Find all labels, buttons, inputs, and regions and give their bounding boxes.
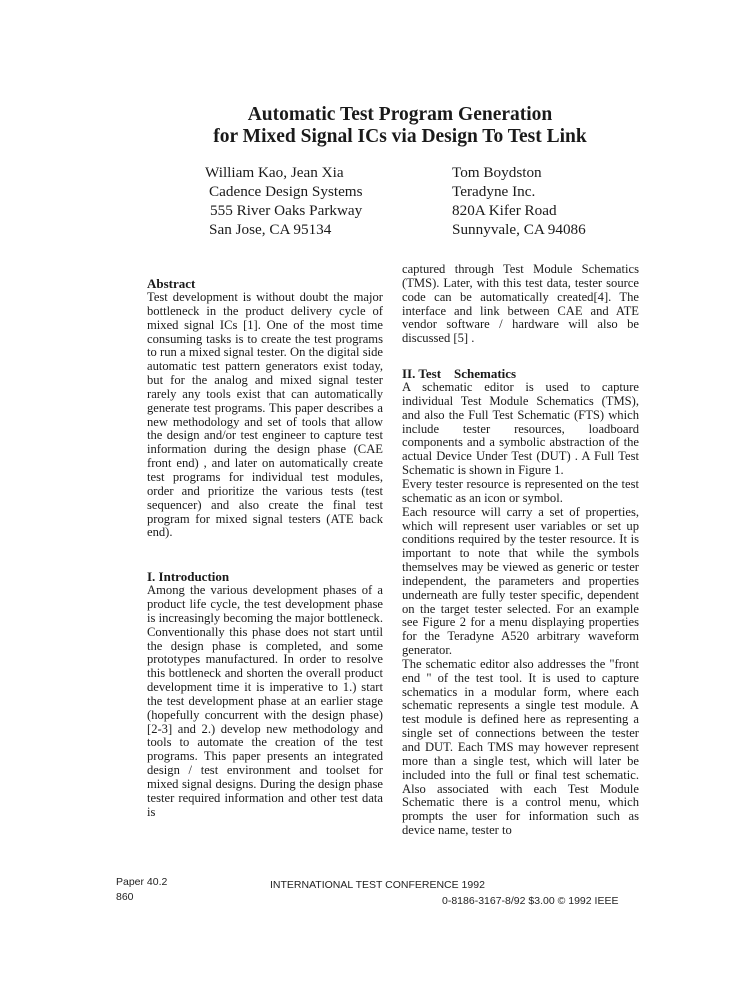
test-schematics-paragraph: Every tester resource is represented on the test schematic as an icon or symbol. xyxy=(402,476,639,505)
footer-isbn-copyright: 0-8186-3167-8/92 $3.00 © 1992 IEEE xyxy=(442,895,619,907)
author-city: San Jose, CA 95134 xyxy=(209,221,332,238)
right-column xyxy=(402,263,639,838)
test-schematics-paragraph: A schematic editor is used to capture individual Test Module Schematics (TMS), and also the Full Test Schematic (FTS) which include tester resources, loadboard components and a symbolic abstraction of the actual Device Under Test (DUT) . A Full Test Schematic is shown in Figure 1. xyxy=(402,380,639,478)
author-affiliation: Teradyne Inc. xyxy=(452,183,536,200)
author-names: William Kao, Jean Xia xyxy=(205,164,344,181)
introduction-continued-text: captured through Test Module Schematics (TMS). Later, with this test data, tester source code can be automatically created[4]. The interface and link between CAE and ATE vendor software / hardware will also be discussed [5] . xyxy=(402,262,639,346)
test-schematics-paragraph: Each resource will carry a set of properties, which will represent user variables or set up conditions required by the tester resource. It is important to note that while the symbols themselves may be viewed as generic or tester independent, the parameters and properties underneath are fully tester specific, dependent on the target tester selected. For an example see Figure 2 for a menu displaying properties for the Teradyne A520 arbitrary waveform generator. xyxy=(402,504,639,658)
author-affiliation: Cadence Design Systems xyxy=(209,183,363,200)
left-column xyxy=(147,277,383,820)
author-address: 555 River Oaks Parkway xyxy=(210,202,363,219)
footer-conference: INTERNATIONAL TEST CONFERENCE 1992 xyxy=(270,879,485,891)
author-block-teradyne xyxy=(452,163,586,239)
test-schematics-paragraph: The schematic editor also addresses the "front end " of the test tool. It is used to capture schematics in a modular form, where each schematic represents a single test module. A test module is defined here as representing a single set of connections between the tester and DUT. Each TMS may however represent more than a single test, which will later be included into the full or final test schematic. Also associated with each Test Module Schematic there is a control menu, which prompts the user for information such as device name, tester to xyxy=(402,656,639,838)
footer-paper-number: Paper 40.2 xyxy=(116,876,168,888)
author-city: Sunnyvale, CA 94086 xyxy=(452,221,586,238)
footer-page-number: 860 xyxy=(116,891,134,903)
abstract-text: Test development is without doubt the major bottleneck in the product delivery cycle of mixed signal ICs [1]. One of the most time consuming tasks is to create the test programs to run a mixed signal tester. On the digital side automatic test pattern generators exist today, but for the analog and mixed signal tester rarely any tools exist that can automatically generate test programs. This paper describes a new methodology and set of tools that allow the design and/or test engineer to capture test information during the design phase (CAE front end) , and later on automatically create test programs for individual test modules, order and prioritize the various tests (test sequencer) and also create the final test program for mixed signal testers (ATE back end). xyxy=(147,290,383,540)
paper-title-line-1: Automatic Test Program Generation xyxy=(247,104,553,125)
paper-title-line-2: for Mixed Signal ICs via Design To Test Link xyxy=(213,126,587,147)
author-names: Tom Boydston xyxy=(452,164,542,181)
abstract-heading: Abstract xyxy=(147,276,196,291)
author-address: 820A Kifer Road xyxy=(452,202,557,219)
author-block-cadence xyxy=(205,163,363,239)
test-schematics-heading: II. Test Schematics xyxy=(402,366,517,382)
introduction-text: Among the various development phases of a product life cycle, the test development phase is increasingly becoming the major bottleneck. Conventionally this phase does not start until the design phase is completed, and some prototypes manufactured. In order to resolve this bottleneck and shorten the overall product development time it is imperative to 1.) start the test development phase at an earlier stage (hopefully concurrent with the design phase) [2-3] and 2.) develop new methodology and tools to automate the creation of the test programs. This paper presents an integrated design / test environment and toolset for mixed signal designs. During the design phase tester required information and other test data is xyxy=(147,583,383,819)
introduction-heading: I. Introduction xyxy=(147,569,230,585)
